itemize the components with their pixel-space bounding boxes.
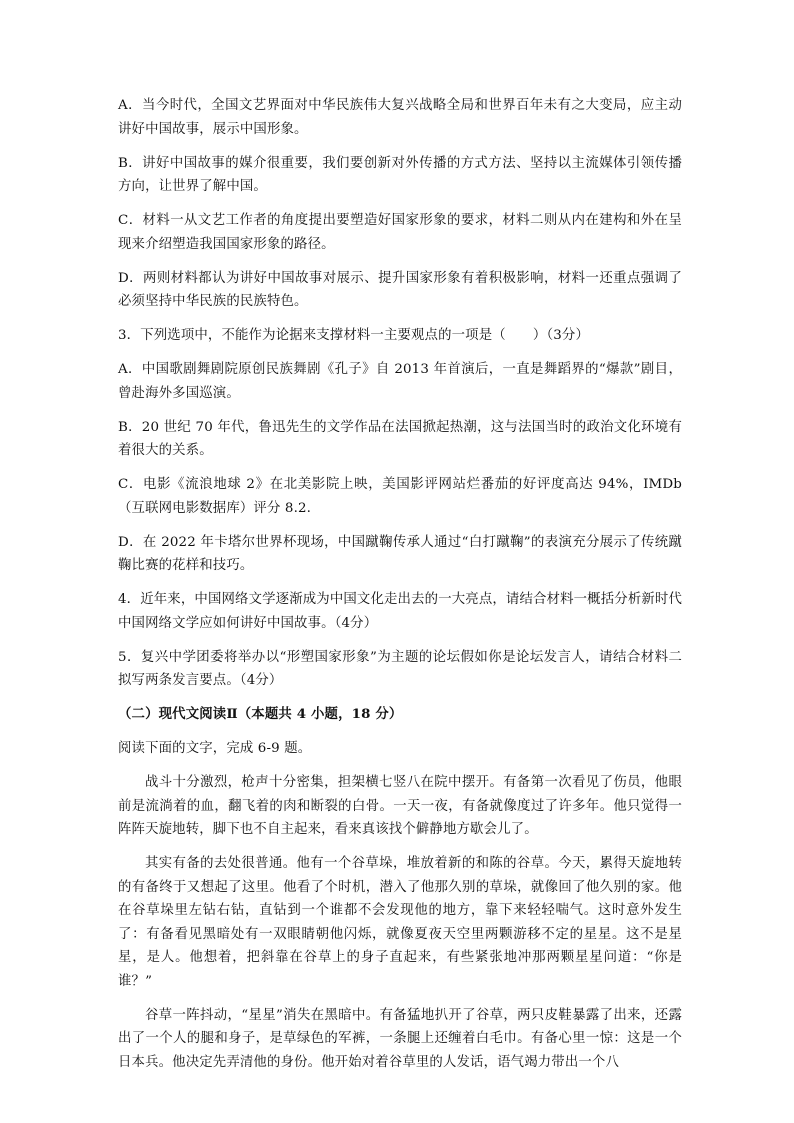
story-paragraph-2: 其实有备的去处很普通。他有一个谷草垛，堆放着新的和陈的谷草。今天，累得天旋地转的有备终于又想起了这里。他看了个时机，潜入了他那久别的草垛，就像回了他久别的家。他在谷草垛里左钻右钻，直钻到一个谁都不会发现他的地方，靠下来轻轻喘气。这时意外发生了：有备看见黑暗处有一双眼睛朝他闪烁，就像夏夜天空里两颗游移不定的星星。这不是星星，是人。他想着，把斜靠在谷草上的身子直起来，有些紧张地冲那两颗星星问道：“你是谁？” [118, 856, 682, 989]
story-paragraph-3: 谷草一阵抖动，“星星”消失在黑暗中。有备猛地扒开了谷草，两只皮鞋暴露了出来，还露出了一个人的腿和身子，是草绿色的军裤，一条腿上还缠着白毛巾。有备心里一惊：这是一个日本兵。他决定先弄清他的身份。他开始对着谷草里的人发话，语气竭力带出一个八 [118, 1007, 682, 1070]
section-heading: （二）现代文阅读Ⅱ（本题共 4 小题，18 分） [118, 706, 403, 722]
option-3a: A．中国歌剧舞剧院原创民族舞剧《孔子》自 2013 年首演后，一直是舞蹈界的“爆款”剧目，曾赴海外多国巡演。 [118, 362, 682, 401]
option-2b: B．讲好中国故事的媒介很重要，我们要创新对外传播的方式方法、坚持以主流媒体引领传播方向，让世界了解中国。 [118, 155, 682, 194]
question-4: 4．近年来，中国网络文学逐渐成为中国文化走出去的一大亮点，请结合材料一概括分析新时代中国网络文学应如何讲好中国故事。（4分） [118, 592, 682, 631]
story-paragraph-1: 战斗十分激烈，枪声十分密集，担架横七竖八在院中摆开。有备第一次看见了伤员，他眼前是流淌着的血，翻飞着的肉和断裂的白骨。一天一夜，有备就像度过了许多年。他只觉得一阵阵天旋地转，脚下也不自主起来，看来真该找个僻静地方歇会儿了。 [118, 775, 682, 837]
question-5: 5．复兴中学团委将举办以“形塑国家形象”为主题的论坛假如你是论坛发言人，请结合材料二拟写两条发言要点。（4分） [118, 649, 682, 688]
reading-instruction: 阅读下面的文字，完成 6-9 题。 [118, 741, 312, 756]
option-3d: D．在 2022 年卡塔尔世界杯现场，中国蹴鞠传承人通过“白打蹴鞠”的表演充分展示了传统蹴鞠比赛的花样和技巧。 [118, 534, 682, 573]
document-page [118, 94, 682, 1085]
option-2c: C．材料一从文艺工作者的角度提出要塑造好国家形象的要求，材料二则从内在建构和外在呈现来介绍塑造我国国家形象的路径。 [118, 213, 682, 252]
option-3c: C．电影《流浪地球 2》在北美影院上映，美国影评网站烂番茄的好评度高达 94%，IMDb（互联网电影数据库）评分 8.2. [118, 477, 682, 516]
option-3b: B．20 世纪 70 年代，鲁迅先生的文学作品在法国掀起热潮，这与法国当时的政治文化环境有着很大的关系。 [118, 419, 682, 458]
option-2d: D．两则材料都认为讲好中国故事对展示、提升国家形象有着积极影响，材料一还重点强调了必须坚持中华民族的民族特色。 [118, 270, 682, 309]
question-3: 3．下列选项中，不能作为论据来支撑材料一主要观点的一项是（ ）（3分） [118, 328, 590, 343]
option-2a: A．当今时代，全国文艺界面对中华民族伟大复兴战略全局和世界百年未有之大变局，应主动讲好中国故事，展示中国形象。 [118, 98, 682, 137]
